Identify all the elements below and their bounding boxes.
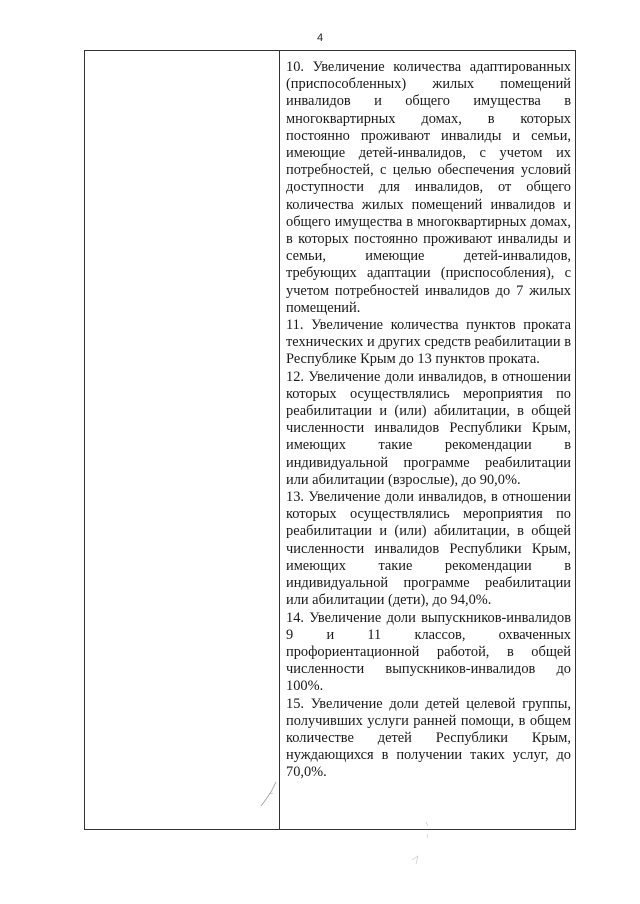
list-item: 13. Увеличение доли инвалидов, в отношении которых осуществлялись мероприятия по реабилитации и (или) абилитации, в общей численности инвалидов Республики Крым, имеющих такие рекомендации в индивидуальной программе реабилитации или абилитации (дети), до 94,0%. <box>286 489 571 609</box>
list-item: 14. Увеличение доли выпускников-инвалидов 9 и 11 классов, охваченных профориентационной работой, в общей численности выпускников-инвалидов до 100%. <box>286 609 571 695</box>
list-item: 15. Увеличение доли детей целевой группы, получивших услуги ранней помощи, в общем количестве детей Республики Крым, нуждающихся в получении таких услуг, до 70,0%. <box>286 695 571 781</box>
list-item: 11. Увеличение количества пунктов проката технических и других средств реабилитации в Республике Крым до 13 пунктов проката. <box>286 317 571 368</box>
list-item: 10. Увеличение количества адаптированных (приспособленных) жилых помещений инвалидов и общего имущества в многоквартирных домах, в которых постоянно проживают инвалиды и семьи, имеющие детей-инвалидов, с учетом их потребностей, с целью обеспечения условий доступности для инвалидов, от общего количества жилых помещений инвалидов и общего имущества в многоквартирных домах, в которых постоянно проживают инвалиды и семьи, имеющие детей-инвалидов, требующих адаптации (приспособления), с учетом потребностей инвалидов до 7 жилых помещений. <box>286 59 571 316</box>
column-divider <box>279 51 280 829</box>
stray-marks <box>404 820 434 870</box>
text-cell <box>286 59 571 782</box>
page-number: 4 <box>316 32 324 44</box>
list-item: 12. Увеличение доли инвалидов, в отношении которых осуществлялись мероприятия по реабилитации и (или) абилитации, в общей численности инвалидов Республики Крым, имеющих такие рекомендации в индивидуальной программе реабилитации или абилитации (взрослые), до 90,0%. <box>286 368 571 488</box>
document-table <box>84 50 576 830</box>
pencil-mark <box>258 780 280 808</box>
